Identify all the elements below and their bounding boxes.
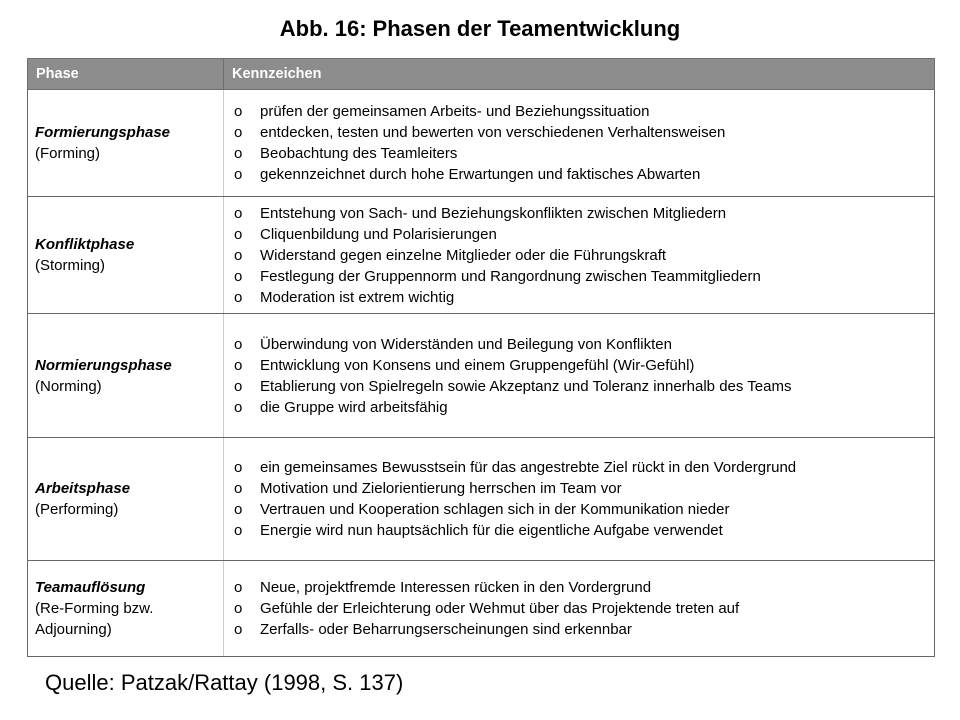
list-item-text: Beobachtung des Teamleiters — [260, 145, 458, 162]
bullet-icon: o — [234, 166, 243, 183]
list-item — [234, 376, 934, 397]
list-item — [234, 598, 934, 619]
table-row — [28, 438, 935, 561]
list-item-text: Entstehung von Sach- und Beziehungskonflikten zwischen Mitgliedern — [260, 204, 727, 222]
characteristics-list — [234, 101, 934, 185]
list-item — [234, 287, 934, 308]
list-item-text: Moderation ist extrem wichtig — [260, 288, 455, 306]
bullet-icon: o — [234, 621, 243, 638]
list-item-text: gekennzeichnet durch hohe Erwartungen und faktisches Abwarten — [260, 166, 701, 183]
phase-cell — [28, 314, 224, 438]
table-header-row — [28, 59, 935, 90]
bullet-icon: o — [234, 225, 243, 243]
characteristics-list — [234, 577, 934, 640]
list-item — [234, 334, 934, 355]
phase-name: Formierungsphase — [35, 124, 171, 141]
table-row — [28, 197, 935, 314]
list-item — [234, 478, 934, 499]
header-kennzeichen: Kennzeichen — [224, 59, 935, 90]
phase-name: Teamauflösung — [35, 579, 146, 596]
bullet-icon: o — [234, 459, 243, 476]
phase-cell — [28, 197, 224, 314]
bullet-icon: o — [234, 246, 243, 264]
bullet-icon: o — [234, 480, 243, 497]
bullet-icon: o — [234, 267, 243, 285]
list-item-text: Vertrauen und Kooperation schlagen sich in der Kommunikation nieder — [260, 501, 730, 518]
figure-title: Phasen der Teamentwicklung — [372, 16, 681, 41]
list-item-text: Cliquenbildung und Polarisierungen — [260, 225, 497, 243]
characteristics-list — [234, 203, 934, 308]
characteristics-cell — [224, 561, 935, 657]
list-item — [234, 245, 934, 266]
bullet-icon: o — [234, 145, 243, 162]
list-item — [234, 397, 934, 418]
phase-cell — [28, 561, 224, 657]
bullet-icon: o — [234, 579, 243, 596]
bullet-icon: o — [234, 103, 243, 120]
phase-name: Konfliktphase — [35, 236, 135, 253]
phase-english-name: (Performing) — [35, 501, 119, 518]
list-item-text: Neue, projektfremde Interessen rücken in den Vordergrund — [260, 579, 652, 596]
list-item — [234, 577, 934, 598]
characteristics-list — [234, 457, 934, 541]
list-item-text: Zerfalls- oder Beharrungserscheinungen sind erkennbar — [260, 621, 632, 638]
phase-english-name: (Forming) — [35, 145, 101, 162]
list-item — [234, 101, 934, 122]
list-item — [234, 619, 934, 640]
list-item — [234, 266, 934, 287]
phase-cell — [28, 90, 224, 197]
list-item-text: Etablierung von Spielregeln sowie Akzeptanz und Toleranz innerhalb des Teams — [260, 377, 792, 395]
phase-english-name: (Norming) — [35, 377, 102, 395]
bullet-icon: o — [234, 204, 243, 222]
header-phase: Phase — [28, 59, 224, 90]
phase-english-name: (Re-Forming bzw. Adjourning) — [35, 600, 154, 638]
list-item-text: Widerstand gegen einzelne Mitglieder oder die Führungskraft — [260, 246, 667, 264]
source-note: Quelle: Patzak/Rattay (1998, S. 137) — [45, 670, 404, 695]
characteristics-cell — [224, 90, 935, 197]
list-item-text: Motivation und Zielorientierung herrschen im Team vor — [260, 480, 622, 497]
figure-label: Abb. 16: — [279, 16, 367, 41]
phases-table — [27, 58, 935, 657]
bullet-icon: o — [234, 288, 243, 306]
characteristics-list — [234, 334, 934, 418]
phase-name: Arbeitsphase — [35, 480, 131, 497]
bullet-icon: o — [234, 522, 243, 539]
phase-cell — [28, 438, 224, 561]
list-item-text: Gefühle der Erleichterung oder Wehmut über das Projektende treten auf — [260, 600, 740, 617]
list-item — [234, 224, 934, 245]
phase-english-name: (Storming) — [35, 257, 106, 274]
list-item-text: Energie wird nun hauptsächlich für die eigentliche Aufgabe verwendet — [260, 522, 723, 539]
list-item — [234, 499, 934, 520]
characteristics-cell — [224, 314, 935, 438]
table-row — [28, 314, 935, 438]
phase-name: Normierungsphase — [35, 356, 172, 374]
bullet-icon: o — [234, 124, 243, 141]
list-item — [234, 164, 934, 185]
list-item-text: ein gemeinsames Bewusstsein für das angestrebte Ziel rückt in den Vordergrund — [260, 459, 797, 476]
bullet-icon: o — [234, 356, 243, 374]
list-item — [234, 143, 934, 164]
list-item — [234, 520, 934, 541]
list-item — [234, 203, 934, 224]
table-row — [28, 561, 935, 657]
characteristics-cell — [224, 197, 935, 314]
page-title — [0, 16, 960, 42]
bullet-icon: o — [234, 377, 243, 395]
characteristics-cell — [224, 438, 935, 561]
bullet-icon: o — [234, 398, 243, 416]
list-item-text: entdecken, testen und bewerten von verschiedenen Verhaltensweisen — [260, 124, 726, 141]
list-item-text: prüfen der gemeinsamen Arbeits- und Beziehungssituation — [260, 103, 650, 120]
list-item — [234, 457, 934, 478]
table-row — [28, 90, 935, 197]
list-item-text: die Gruppe wird arbeitsfähig — [260, 398, 448, 416]
bullet-icon: o — [234, 600, 243, 617]
list-item-text: Entwicklung von Konsens und einem Gruppengefühl (Wir-Gefühl) — [260, 356, 695, 374]
bullet-icon: o — [234, 501, 243, 518]
list-item — [234, 355, 934, 376]
list-item — [234, 122, 934, 143]
bullet-icon: o — [234, 335, 243, 353]
list-item-text: Überwindung von Widerständen und Beilegung von Konflikten — [260, 335, 672, 353]
list-item-text: Festlegung der Gruppennorm und Rangordnung zwischen Teammitgliedern — [260, 267, 761, 285]
